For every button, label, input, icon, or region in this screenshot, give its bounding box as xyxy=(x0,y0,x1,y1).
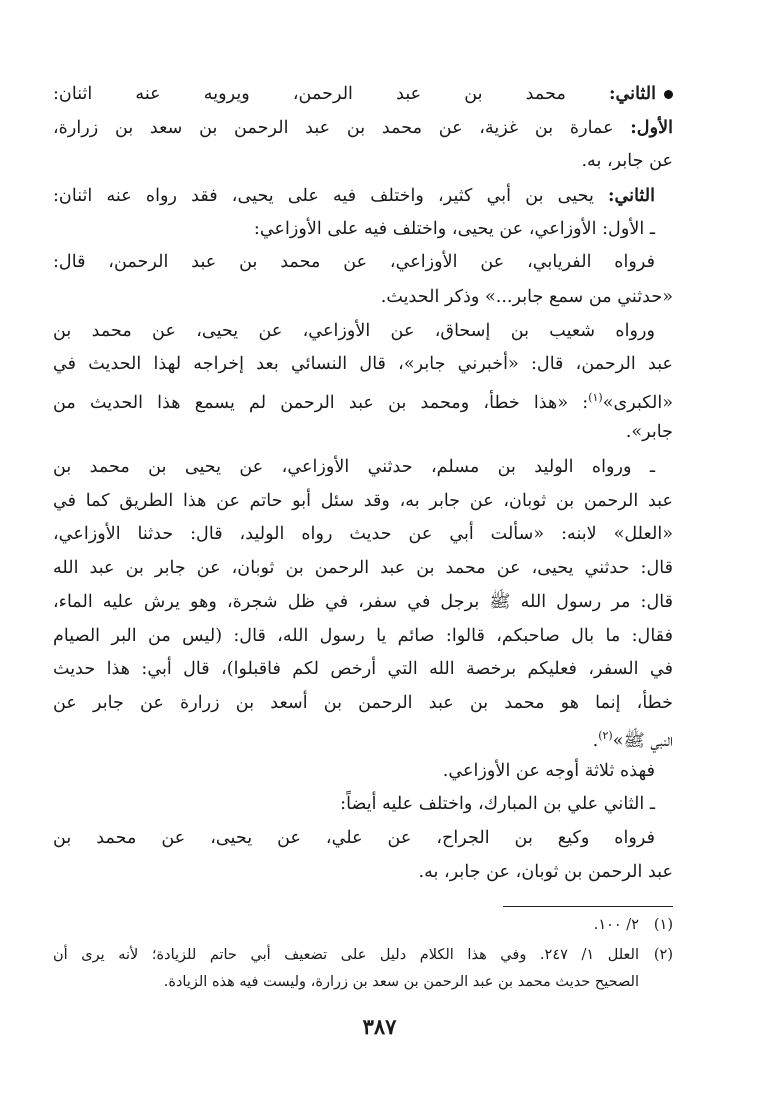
text-line: ـ الثاني علي بن المبارك، واختلف عليه أيضاً: xyxy=(340,794,655,814)
text-line: عبد الرحمن، قال: «أخبرني جابر»، قال النسائي بعد إخراجه لهذا الحديث في xyxy=(53,354,673,374)
section-label: الثاني: xyxy=(608,185,655,206)
text-line: ـ ورواه الوليد بن مسلم، حدثني الأوزاعي، عن يحيى بن محمد بن xyxy=(53,457,655,477)
text-line: في السفر، فعليكم برخصة الله التي أرخص لكم فاقبلوا)، قال أبي: هذا حديث xyxy=(53,659,673,679)
text-line xyxy=(53,79,673,109)
section-label: الأول: xyxy=(630,117,673,138)
text-line: خطأ، إنما هو محمد بن عبد الرحمن بن أسعد بن زرارة عن جابر عن xyxy=(53,693,673,713)
text-line: عن جابر، به. xyxy=(581,151,673,171)
text-line: قال: حدثني يحيى، عن محمد بن عبد الرحمن بن ثوبان، عن جابر بن عبد الله xyxy=(53,558,673,578)
line-text: النبي ﷺ» xyxy=(612,730,673,751)
text-line: ـ الأول: الأوزاعي، عن يحيى، واختلف فيه على الأوزاعي: xyxy=(253,219,655,239)
text-line: «العلل» لابنه: «سألت أبي عن حديث رواه الوليد، قال: حدثنا الأوزاعي، xyxy=(53,524,673,544)
text-line xyxy=(53,721,673,756)
footnote-text: العلل ١/ ٢٤٧. وفي هذا الكلام دليل على تضعيف أبي حاتم للزيادة؛ لأنه يرى أن xyxy=(53,947,639,963)
text-line: عبد الرحمن بن ثوبان، عن جابر به، وقد سئل أبو حاتم عن هذا الطريق كما في xyxy=(53,491,673,511)
footnote-ref-2: (٢) xyxy=(598,729,613,742)
footnote-2-continued: الصحيح حديث محمد بن عبد الرحمن بن سعد بن زرارة، وليست فيه هذه الزيادة. xyxy=(163,974,639,990)
text-line: فهذه ثلاثة أوجه عن الأوزاعي. xyxy=(442,761,655,781)
text-line xyxy=(53,181,673,211)
text-line: ورواه شعيب بن إسحاق، عن الأوزاعي، عن يحيى، عن محمد بن xyxy=(53,321,655,341)
line-text: يحيى بن أبي كثير، واختلف فيه على يحيى، فقد رواه عنه اثنان: xyxy=(53,186,609,206)
text-line: فقال: ما بال صاحبكم، قالوا: صائم يا رسول الله، قال: (ليس من البر الصيام xyxy=(53,626,673,646)
text-line xyxy=(53,383,673,418)
text-line xyxy=(53,113,673,143)
text-line: قال: مر رسول الله ﷺ برجل في سفر، في ظل شجرة، وهو يرش عليه الماء، xyxy=(53,592,673,612)
footnote-divider xyxy=(503,906,673,907)
section-label: الثاني: xyxy=(609,83,656,104)
footnote-text: ٢/ ١٠٠. xyxy=(593,917,639,933)
footnote-ref-1: (١) xyxy=(588,391,603,404)
text-line: جابر». xyxy=(625,422,673,442)
text-line: فرواه الفريابي، عن الأوزاعي، عن محمد بن عبد الرحمن، قال: xyxy=(53,252,655,272)
line-text: «الكبرى» xyxy=(602,392,673,413)
line-text: عمارة بن غزية، عن محمد بن عبد الرحمن بن سعد بن زرارة، xyxy=(53,118,631,138)
footnote-number: (٢) xyxy=(653,947,673,963)
line-text: : «هذا خطأ، ومحمد بن عبد الرحمن لم يسمع هذا الحديث من xyxy=(53,392,589,413)
text-line: فرواه وكيع بن الجراح، عن علي، عن يحيى، عن محمد بن xyxy=(53,828,655,848)
line-text: محمد بن عبد الرحمن، ويرويه عنه اثنان: xyxy=(53,84,610,104)
footnote-2 xyxy=(53,943,673,967)
page-number: ٣٨٧ xyxy=(362,1014,397,1039)
bullet-icon xyxy=(664,90,673,99)
text-line: عبد الرحمن بن ثوبان، عن جابر، به. xyxy=(418,862,673,882)
line-text: . xyxy=(592,730,599,751)
footnote-number: (١) xyxy=(653,917,673,933)
footnote-1 xyxy=(53,913,673,937)
text-line: «حدثني من سمع جابر...» وذكر الحديث. xyxy=(380,287,673,307)
